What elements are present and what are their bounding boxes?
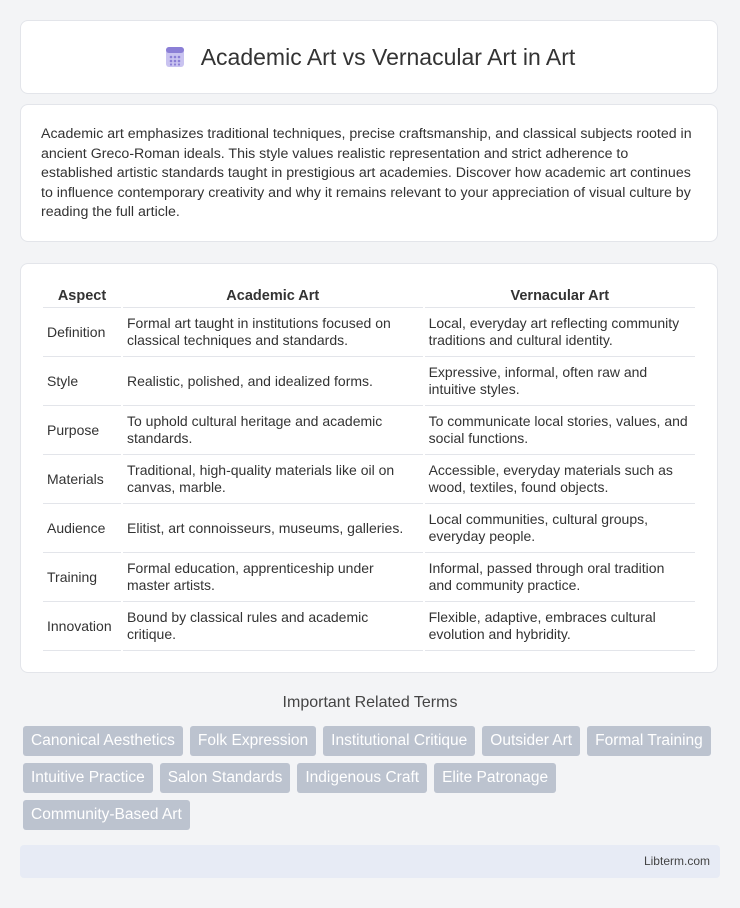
related-term-tag[interactable]: Elite Patronage	[434, 763, 556, 793]
related-terms-list	[23, 726, 723, 830]
aspect-cell: Audience	[43, 504, 121, 553]
aspect-cell: Training	[43, 553, 121, 602]
footer	[20, 845, 720, 878]
aspect-cell: Innovation	[43, 602, 121, 651]
table-row	[43, 553, 695, 602]
related-terms-heading: Important Related Terms	[282, 694, 458, 711]
academic-cell: Formal education, apprenticeship under master artists.	[123, 553, 423, 602]
table-row	[43, 406, 695, 455]
vernacular-cell: Informal, passed through oral tradition and community practice.	[425, 553, 695, 602]
related-term-tag[interactable]: Canonical Aesthetics	[23, 726, 183, 756]
intro-card	[20, 104, 718, 242]
page-title: Academic Art vs Vernacular Art in Art	[200, 43, 576, 70]
related-term-tag[interactable]: Intuitive Practice	[23, 763, 153, 793]
related-term-tag[interactable]: Folk Expression	[190, 726, 316, 756]
table-row	[43, 455, 695, 504]
header-aspect: Aspect	[43, 286, 121, 308]
comparison-table-card	[20, 263, 718, 673]
related-term-tag[interactable]: Formal Training	[587, 726, 711, 756]
table-row	[43, 504, 695, 553]
comparison-table	[41, 286, 697, 651]
aspect-cell: Purpose	[43, 406, 121, 455]
table-row	[43, 357, 695, 406]
aspect-cell: Style	[43, 357, 121, 406]
academic-cell: Elitist, art connoisseurs, museums, galleries.	[123, 504, 423, 553]
related-term-tag[interactable]: Indigenous Craft	[297, 763, 427, 793]
academic-cell: Traditional, high-quality materials like oil on canvas, marble.	[123, 455, 423, 504]
aspect-cell: Definition	[43, 308, 121, 357]
footer-site-link[interactable]: Libterm.com	[643, 854, 710, 868]
table-row	[43, 308, 695, 357]
title-card	[20, 20, 718, 94]
vernacular-cell: To communicate local stories, values, and social functions.	[425, 406, 695, 455]
header-vernacular-art: Vernacular Art	[425, 286, 695, 308]
related-term-tag[interactable]: Salon Standards	[160, 763, 291, 793]
related-term-tag[interactable]: Institutional Critique	[323, 726, 475, 756]
related-term-tag[interactable]: Outsider Art	[482, 726, 580, 756]
vernacular-cell: Local communities, cultural groups, everyday people.	[425, 504, 695, 553]
calculator-icon	[163, 45, 187, 69]
vernacular-cell: Flexible, adaptive, embraces cultural evolution and hybridity.	[425, 602, 695, 651]
aspect-cell: Materials	[43, 455, 121, 504]
vernacular-cell: Accessible, everyday materials such as wood, textiles, found objects.	[425, 455, 695, 504]
academic-cell: Bound by classical rules and academic critique.	[123, 602, 423, 651]
academic-cell: To uphold cultural heritage and academic standards.	[123, 406, 423, 455]
academic-cell: Formal art taught in institutions focused on classical techniques and standards.	[123, 308, 423, 357]
related-term-tag[interactable]: Community-Based Art	[23, 800, 190, 830]
header-academic-art: Academic Art	[123, 286, 423, 308]
vernacular-cell: Expressive, informal, often raw and intuitive styles.	[425, 357, 695, 406]
table-row	[43, 602, 695, 651]
vernacular-cell: Local, everyday art reflecting community traditions and cultural identity.	[425, 308, 695, 357]
intro-text: Academic art emphasizes traditional techniques, precise craftsmanship, and classical subjects rooted in ancient Greco-Roman ideals. This style values realistic representation and strict adherence to established artistic standards taught in prestigious art academies. Discover how academic art continues to influence contemporary creativity and why it remains relevant to your appreciation of visual culture by reading the full article.	[41, 126, 692, 221]
academic-cell: Realistic, polished, and idealized forms.	[123, 357, 423, 406]
table-header-row	[43, 286, 695, 308]
